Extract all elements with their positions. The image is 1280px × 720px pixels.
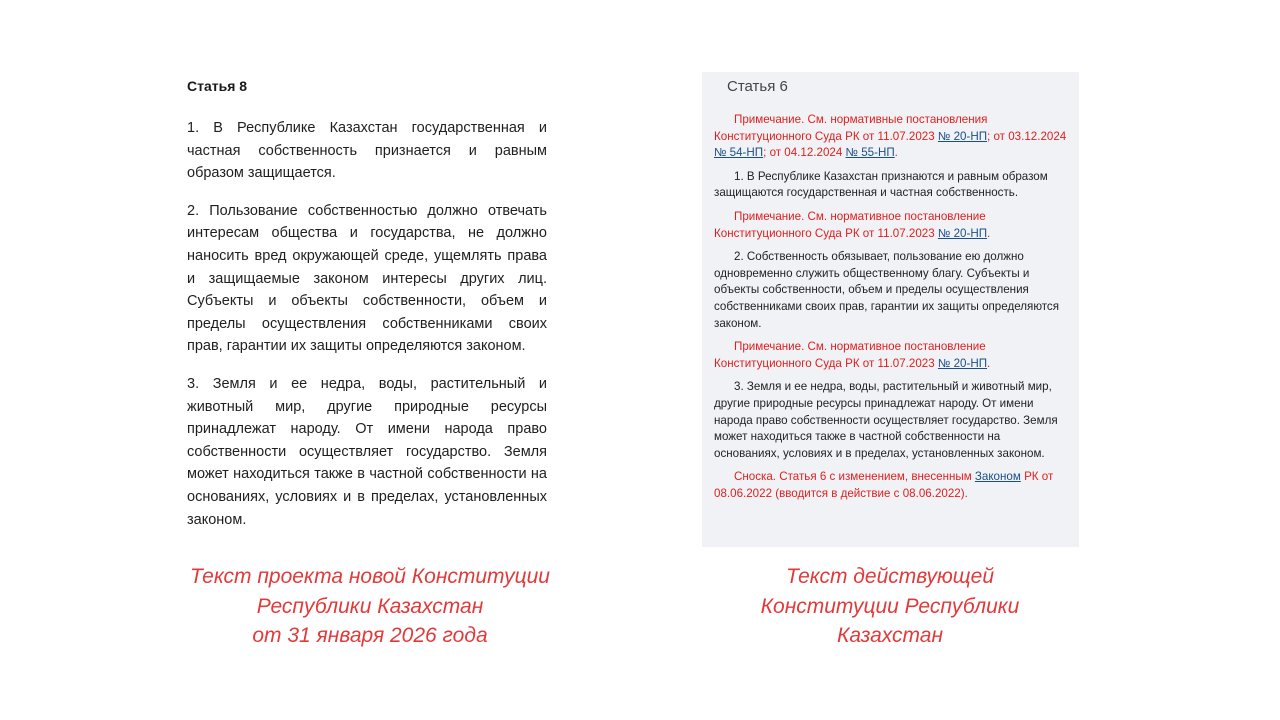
current-caption-line-2: Конституции Республики: [760, 594, 1020, 618]
current-article-panel: [702, 72, 1079, 547]
note-2-end: .: [987, 226, 991, 240]
draft-paragraph-3: 3. Земля и ее недра, воды, растительный и животный мир, другие природные ресурсы принадлежат народу. От имени народа право собственности осуществляет государство. Земля может находиться также в частной собственности на основаниях, условиях и в пределах, установленных законом.: [187, 375, 547, 528]
draft-paragraph-1: 1. В Республике Казахстан государственная и частная собственность признается и равным образом защищается.: [187, 120, 547, 182]
current-caption: [700, 562, 1080, 651]
footnote-law-link[interactable]: Законом: [974, 470, 1021, 484]
note-1-mid-1: ; от 03.12.2024: [987, 129, 1067, 143]
note-1-end: .: [894, 146, 898, 160]
note-3-link-20np[interactable]: № 20-НП: [937, 356, 988, 370]
note-3-text: Примечание. См. нормативное постановление Конституционного Суда РК от 11.07.2023: [714, 340, 986, 370]
draft-caption-line-1: Текст проекта новой Конституции: [190, 565, 550, 588]
current-caption-line-1: Текст действующей: [785, 565, 995, 588]
note-3: [714, 339, 1067, 372]
note-1-link-55np[interactable]: № 55-НП: [845, 146, 895, 160]
footnote: [714, 469, 1067, 502]
note-1-link-20np[interactable]: № 20-НП: [937, 129, 988, 143]
draft-article-title: Статья 8: [187, 78, 248, 94]
draft-caption-line-2: Республики Казахстан: [256, 594, 484, 618]
note-2-text: Примечание. См. нормативное постановление Конституционного Суда РК от 11.07.2023: [714, 209, 986, 240]
note-1-text: Примечание. См. нормативные постановления Конституционного Суда РК от 11.07.2023: [714, 113, 988, 143]
current-paragraph-3: 3. Земля и ее недра, воды, растительный и животный мир, другие природные ресурсы принадлежат народу. От имени народа право собственности осуществляет государство. Земля может находиться также в частной собственности на основаниях, условиях и в пределах, установленных законом.: [714, 380, 1058, 460]
footnote-end: РК от 08.06.2022 (вводится в действие с 08.06.2022).: [714, 470, 1054, 500]
current-caption-line-3: Казахстан: [836, 624, 944, 647]
note-1-mid-2: ; от 04.12.2024: [763, 146, 846, 160]
draft-paragraph-2: 2. Пользование собственностью должно отвечать интересам общества и государства, не должно наносить вред окружающей среде, ущемлять права и защищаемые законом интересы других лиц. Субъекты и объекты собственности, объем и пределы осуществления собственниками своих прав, гарантии их защиты определяются законом.: [187, 202, 547, 355]
footnote-text: Сноска. Статья 6 с изменением, внесенным: [734, 470, 975, 484]
current-article-title: Статья 6: [727, 78, 788, 95]
note-1: [714, 112, 1067, 162]
note-1-link-54np[interactable]: № 54-НП: [714, 146, 764, 160]
note-3-end: .: [987, 356, 991, 370]
current-paragraph-1: 1. В Республике Казахстан признаются и равным образом защищаются государственная и частная собственность.: [714, 169, 1048, 200]
current-paragraph-2: 2. Собственность обязывает, пользование ею должно одновременно служить общественному благу. Субъекты и объекты собственности, объем и пределы осуществления собственниками своих прав, гарантии их защиты определяются законом.: [714, 250, 1060, 330]
draft-article-panel: [187, 78, 547, 546]
draft-caption-line-3: от 31 января 2026 года: [252, 624, 488, 647]
draft-caption: [160, 562, 580, 651]
note-2-link-20np[interactable]: № 20-НП: [937, 226, 988, 240]
note-2: [714, 209, 1067, 242]
